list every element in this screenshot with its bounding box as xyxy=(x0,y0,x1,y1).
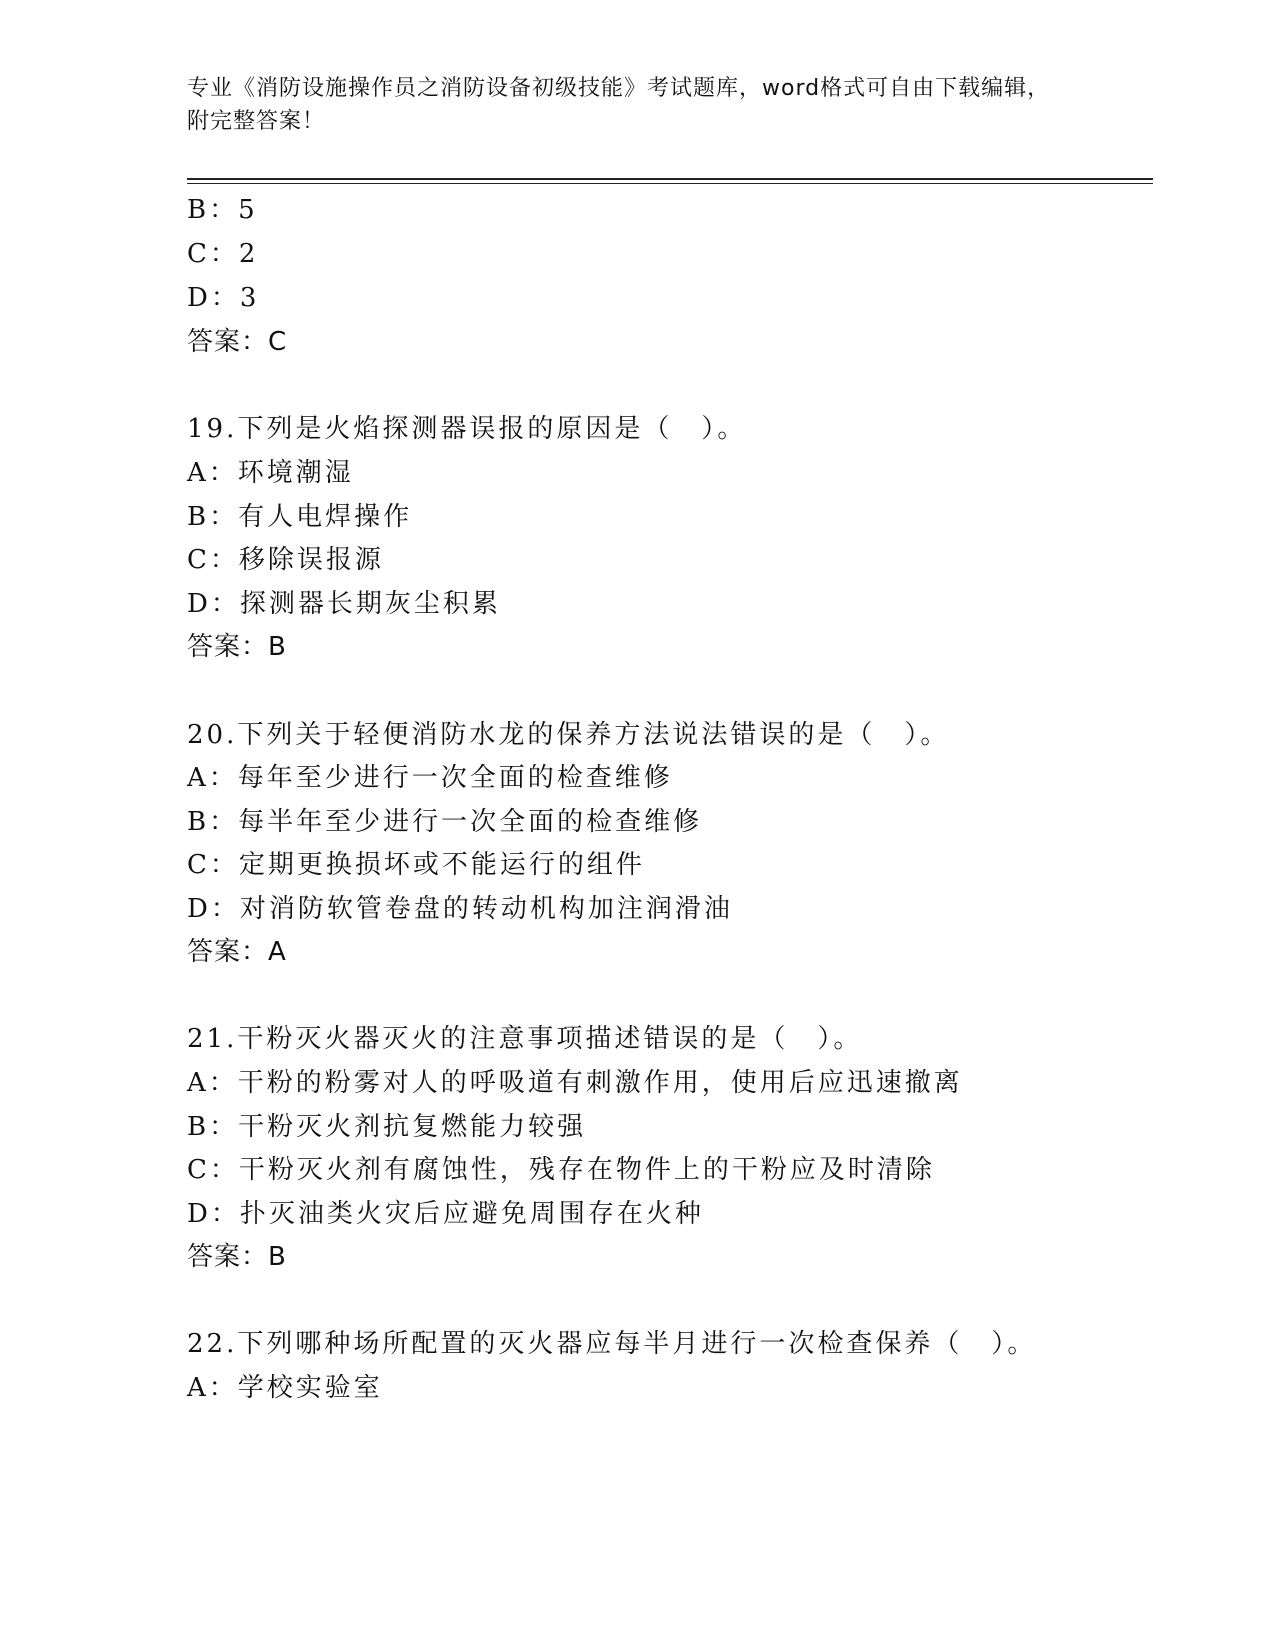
answer-line: 答案：A xyxy=(187,937,287,967)
header-divider-thin xyxy=(187,183,1153,184)
option-b: B：每半年至少进行一次全面的检查维修 xyxy=(187,807,703,837)
answer-line: 答案：B xyxy=(187,1242,287,1272)
option-d: D：扑灭油类火灾后应避免周围存在火种 xyxy=(187,1199,704,1229)
option-b: B：5 xyxy=(187,195,258,225)
question-title: 20.下列关于轻便消防水龙的保养方法说法错误的是（ ）。 xyxy=(187,720,950,750)
option-c: C：干粉灭火剂有腐蚀性，残存在物件上的干粉应及时清除 xyxy=(187,1155,935,1185)
option-b: B：干粉灭火剂抗复燃能力较强 xyxy=(187,1112,587,1142)
option-d: D：对消防软管卷盘的转动机构加注润滑油 xyxy=(187,894,733,924)
option-d: D：探测器长期灰尘积累 xyxy=(187,589,501,619)
answer-line: 答案：C xyxy=(187,327,288,357)
option-c: C：定期更换损坏或不能运行的组件 xyxy=(187,850,645,880)
option-c: C：移除误报源 xyxy=(187,545,384,575)
option-a: A：每年至少进行一次全面的检查维修 xyxy=(187,763,673,793)
option-a: A：环境潮湿 xyxy=(187,458,354,488)
option-b: B：有人电焊操作 xyxy=(187,502,413,532)
header-divider-thick xyxy=(187,178,1153,180)
option-a: A：学校实验室 xyxy=(187,1373,383,1403)
option-d: D：3 xyxy=(187,283,260,313)
option-a: A：干粉的粉雾对人的呼吸道有刺激作用，使用后应迅速撤离 xyxy=(187,1068,963,1098)
option-c: C：2 xyxy=(187,239,259,269)
answer-line: 答案：B xyxy=(187,632,287,662)
question-title: 22.下列哪种场所配置的灭火器应每半月进行一次检查保养（ ）。 xyxy=(187,1329,1037,1359)
question-title: 19.下列是火焰探测器误报的原因是（ ）。 xyxy=(187,414,747,444)
page-header: 专业《消防设施操作员之消防设备初级技能》考试题库，word格式可自由下载编辑，附完整答案！ xyxy=(187,76,1051,134)
question-title: 21.干粉灭火器灭火的注意事项描述错误的是（ ）。 xyxy=(187,1024,863,1054)
